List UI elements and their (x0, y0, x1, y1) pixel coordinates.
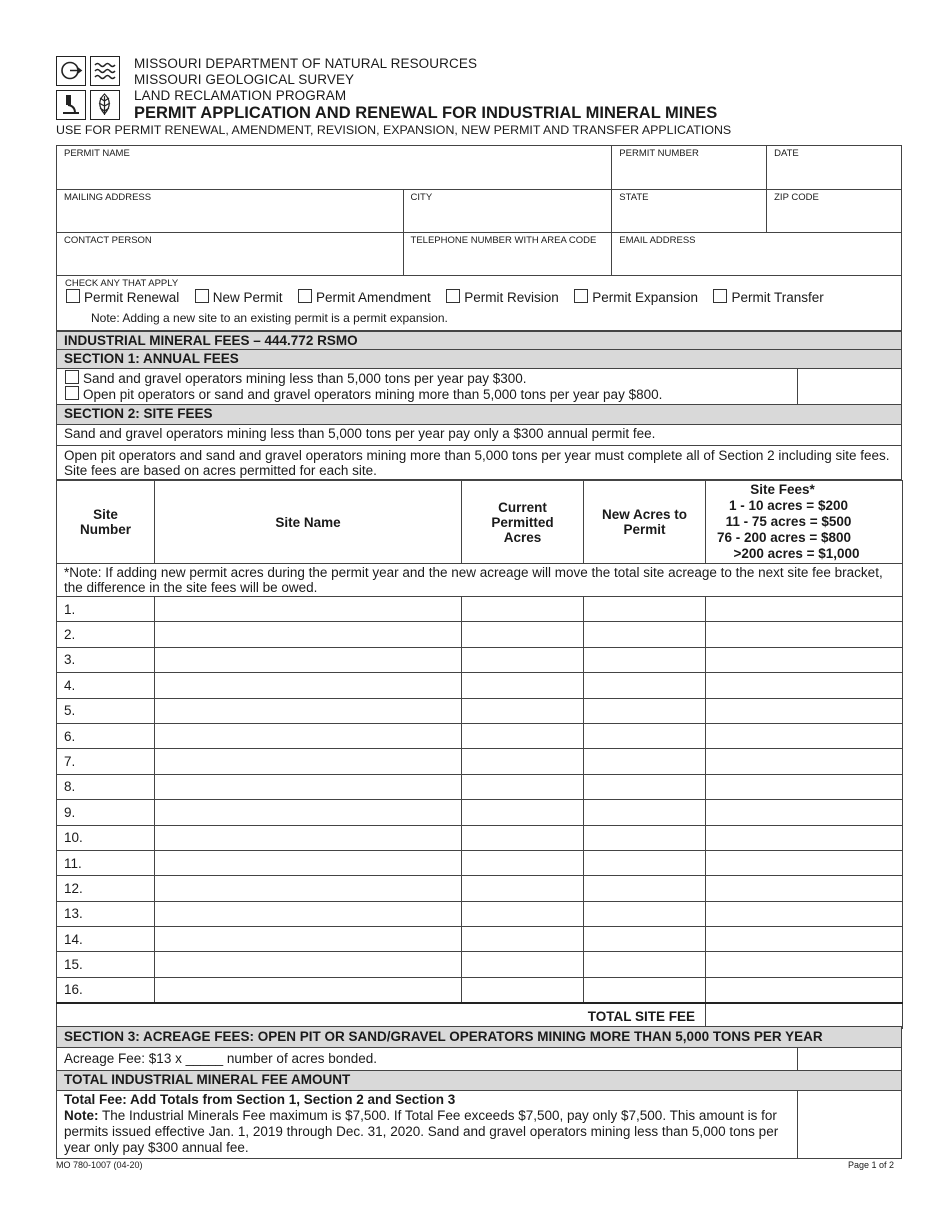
site-fee-cell[interactable] (706, 825, 903, 850)
site-fee-cell[interactable] (706, 850, 903, 875)
site-name-cell[interactable] (155, 774, 462, 799)
option-permit-expansion[interactable] (574, 290, 698, 305)
note-label: Note: (64, 1108, 99, 1123)
section2-text2: Open pit operators and sand and gravel operators mining more than 5,000 tons per year must complete all of Section 2 including site fees. Site fees are based on acres permitted for each site. (56, 446, 902, 480)
site-number-cell: 11. (57, 850, 155, 875)
option-label: New Permit (212, 290, 283, 305)
site-number-cell: 12. (57, 876, 155, 901)
mailing-address-field[interactable] (57, 190, 404, 233)
new-acres-cell[interactable] (584, 774, 706, 799)
applicant-info-table (56, 145, 902, 276)
section3-title: SECTION 3: ACREAGE FEES: OPEN PIT OR SAND/GRAVEL OPERATORS MINING MORE THAN 5,000 TONS PER YEAR (56, 1026, 902, 1048)
option-label: Permit Expansion (592, 290, 699, 305)
checkbox[interactable] (298, 289, 312, 303)
table-row (57, 977, 903, 1002)
option-label: Permit Renewal (84, 290, 180, 305)
new-acres-cell[interactable] (584, 876, 706, 901)
table-row (57, 952, 903, 977)
new-acres-cell[interactable] (584, 647, 706, 672)
site-name-cell[interactable] (155, 901, 462, 926)
checkbox[interactable] (66, 289, 80, 303)
option-permit-transfer[interactable] (713, 290, 823, 305)
site-fees-title: Site Fees* (750, 482, 815, 497)
expansion-note: Note: Adding a new site to an existing permit is a permit expansion. (91, 311, 448, 325)
contact-person-label: CONTACT PERSON (64, 235, 152, 246)
form-subtitle: USE FOR PERMIT RENEWAL, AMENDMENT, REVISION, EXPANSION, NEW PERMIT AND TRANSFER APPLICATIONS (56, 123, 732, 137)
checkbox[interactable] (195, 289, 209, 303)
site-number-cell: 10. (57, 825, 155, 850)
current-acres-cell[interactable] (462, 597, 584, 622)
col-current-acres: Current Permitted Acres (462, 481, 584, 564)
option-permit-renewal[interactable] (66, 290, 179, 305)
form-number: MO 780-1007 (04-20) (56, 1160, 143, 1170)
site-name-cell[interactable] (155, 622, 462, 647)
site-name-cell[interactable] (155, 723, 462, 748)
zip-field[interactable] (767, 190, 902, 233)
site-name-cell[interactable] (155, 850, 462, 875)
option-text: Sand and gravel operators mining less than 5,000 tons per year pay $300. (83, 371, 527, 386)
site-number-cell: 8. (57, 774, 155, 799)
annual-fee-amount-field[interactable] (798, 369, 902, 405)
arrow-circle-icon (56, 56, 86, 86)
city-label: CITY (410, 192, 433, 203)
state-label: STATE (619, 192, 649, 203)
site-fee-cell[interactable] (706, 927, 903, 952)
option-label: Permit Revision (464, 290, 559, 305)
total-fee-line: Total Fee: Add Totals from Section 1, Section 2 and Section 3 (64, 1092, 456, 1107)
current-acres-cell[interactable] (462, 723, 584, 748)
telephone-field[interactable] (403, 233, 612, 276)
email-label: EMAIL ADDRESS (619, 235, 696, 246)
site-name-cell[interactable] (155, 927, 462, 952)
site-number-cell: 7. (57, 749, 155, 774)
current-acres-cell[interactable] (462, 825, 584, 850)
site-fee-cell[interactable] (706, 800, 903, 825)
date-field[interactable] (767, 146, 902, 190)
site-name-cell[interactable] (155, 876, 462, 901)
site-name-cell[interactable] (155, 800, 462, 825)
checkbox[interactable] (65, 386, 79, 400)
new-acres-cell[interactable] (584, 850, 706, 875)
site-number-cell: 13. (57, 901, 155, 926)
contact-person-field[interactable] (57, 233, 404, 276)
site-number-cell: 2. (57, 622, 155, 647)
acreage-fee-amount-field[interactable] (798, 1048, 902, 1071)
application-type-section (56, 275, 902, 331)
section1-title: SECTION 1: ANNUAL FEES (56, 350, 902, 369)
table-row (57, 698, 903, 723)
fee-bracket-2: 11 - 75 acres = $500 (725, 514, 852, 529)
current-acres-cell[interactable] (462, 647, 584, 672)
site-fee-cell[interactable] (706, 622, 903, 647)
option-label: Permit Amendment (315, 290, 431, 305)
site-fee-cell[interactable] (706, 901, 903, 926)
site-fees-table (56, 480, 903, 1029)
option-permit-revision[interactable] (446, 290, 559, 305)
current-acres-cell[interactable] (462, 800, 584, 825)
checkbox[interactable] (713, 289, 727, 303)
col-new-acres: New Acres to Permit (584, 481, 706, 564)
acreage-fee-row (56, 1048, 902, 1071)
current-acres-cell[interactable] (462, 850, 584, 875)
col-site-fees (706, 481, 903, 564)
site-fee-cell[interactable] (706, 698, 903, 723)
total-fee-instructions (64, 1092, 789, 1156)
site-name-cell[interactable] (155, 952, 462, 977)
permit-name-field[interactable] (57, 146, 612, 190)
current-acres-cell[interactable] (462, 622, 584, 647)
section2-title: SECTION 2: SITE FEES (56, 405, 902, 425)
telephone-label: TELEPHONE NUMBER WITH AREA CODE (410, 235, 597, 246)
site-name-cell[interactable] (155, 673, 462, 698)
table-row (57, 749, 903, 774)
table-row (57, 622, 903, 647)
site-number-cell: 16. (57, 977, 155, 1002)
site-name-cell[interactable] (155, 825, 462, 850)
total-site-fee-field[interactable] (706, 1003, 903, 1029)
table-row (57, 597, 903, 622)
survey-name: MISSOURI GEOLOGICAL SURVEY (134, 72, 355, 87)
new-acres-cell[interactable] (584, 673, 706, 698)
site-fee-cell[interactable] (706, 876, 903, 901)
new-acres-cell[interactable] (584, 723, 706, 748)
table-row (57, 774, 903, 799)
site-number-cell: 4. (57, 673, 155, 698)
zip-label: ZIP CODE (774, 192, 819, 203)
new-acres-cell[interactable] (584, 901, 706, 926)
acreage-fee-suffix: number of acres bonded. (226, 1051, 378, 1066)
option-new-permit[interactable] (195, 290, 283, 305)
site-number-cell: 3. (57, 647, 155, 672)
checkbox[interactable] (574, 289, 588, 303)
new-acres-cell[interactable] (584, 825, 706, 850)
table-row (57, 647, 903, 672)
site-number-cell: 14. (57, 927, 155, 952)
site-fee-note: *Note: If adding new permit acres during the permit year and the new acreage will move the total site acreage to the next site fee bracket, the difference in the site fees will be owed. (57, 564, 903, 597)
option-text: Open pit operators or sand and gravel operators mining more than 5,000 tons per year pay $800. (83, 387, 663, 402)
permit-number-field[interactable] (612, 146, 767, 190)
annual-fee-option-2[interactable] (65, 386, 662, 402)
current-acres-cell[interactable] (462, 749, 584, 774)
site-number-cell: 1. (57, 597, 155, 622)
site-fee-cell[interactable] (706, 723, 903, 748)
department-name: MISSOURI DEPARTMENT OF NATURAL RESOURCES (134, 56, 478, 71)
table-row (57, 876, 903, 901)
check-any-label: CHECK ANY THAT APPLY (65, 278, 179, 289)
section1-options (56, 369, 902, 405)
option-permit-amendment[interactable] (298, 290, 431, 305)
new-acres-cell[interactable] (584, 952, 706, 977)
col-site-name: Site Name (155, 481, 462, 564)
col-site-number: Site Number (57, 481, 155, 564)
current-acres-cell[interactable] (462, 774, 584, 799)
checkbox[interactable] (65, 370, 79, 384)
current-acres-cell[interactable] (462, 698, 584, 723)
new-acres-cell[interactable] (584, 800, 706, 825)
program-name: LAND RECLAMATION PROGRAM (134, 88, 347, 103)
page-number: Page 1 of 2 (847, 1160, 894, 1170)
acreage-fee-text (64, 1048, 377, 1069)
date-label: DATE (774, 148, 799, 159)
leaf-icon (90, 90, 120, 120)
fees-header: INDUSTRIAL MINERAL FEES – 444.772 RSMO (56, 331, 902, 350)
new-acres-cell[interactable] (584, 749, 706, 774)
site-number-cell: 6. (57, 723, 155, 748)
current-acres-cell[interactable] (462, 927, 584, 952)
state-field[interactable] (612, 190, 767, 233)
water-waves-icon (90, 56, 120, 86)
fee-bracket-4: >200 acres = $1,000 (733, 546, 860, 561)
city-field[interactable] (403, 190, 612, 233)
site-name-cell[interactable] (155, 647, 462, 672)
current-acres-cell[interactable] (462, 901, 584, 926)
site-fee-cell[interactable] (706, 647, 903, 672)
current-acres-cell[interactable] (462, 952, 584, 977)
table-row (57, 850, 903, 875)
site-number-cell: 15. (57, 952, 155, 977)
fee-bracket-1: 1 - 10 acres = $200 (729, 498, 848, 513)
total-fee-amount-field[interactable] (798, 1091, 902, 1159)
section2-text1: Sand and gravel operators mining less than 5,000 tons per year pay only a $300 annual permit fee. (56, 425, 902, 446)
new-acres-cell[interactable] (584, 597, 706, 622)
site-fee-cell[interactable] (706, 597, 903, 622)
note-text: The Industrial Minerals Fee maximum is $7,500. If Total Fee exceeds $7,500, pay only $7,500. This amount is for permits issued effective Jan. 1, 2019 through Dec. 31, 2020. Sand and gravel operators mining less than 5,000 tons per year only pay $300 annual fee. (64, 1108, 779, 1155)
total-site-fee-label: TOTAL SITE FEE (57, 1003, 706, 1029)
option-label: Permit Transfer (731, 290, 824, 305)
application-type-options (66, 289, 835, 307)
acreage-count-field[interactable]: _____ (185, 1051, 224, 1066)
table-row (57, 901, 903, 926)
table-row (57, 723, 903, 748)
fee-bracket-3: 76 - 200 acres = $800 (717, 530, 851, 545)
current-acres-cell[interactable] (462, 977, 584, 1002)
site-fee-cell[interactable] (706, 774, 903, 799)
acreage-fee-prefix: Acreage Fee: $13 x (64, 1051, 182, 1066)
site-name-cell[interactable] (155, 977, 462, 1002)
form-title: PERMIT APPLICATION AND RENEWAL FOR INDUSTRIAL MINERAL MINES (134, 104, 718, 122)
site-fee-cell[interactable] (706, 673, 903, 698)
table-row (57, 927, 903, 952)
permit-number-label: PERMIT NUMBER (619, 148, 699, 159)
total-fee-title: TOTAL INDUSTRIAL MINERAL FEE AMOUNT (56, 1071, 902, 1091)
checkbox[interactable] (446, 289, 460, 303)
table-row (57, 673, 903, 698)
site-fee-cell[interactable] (706, 749, 903, 774)
site-number-cell: 9. (57, 800, 155, 825)
site-name-cell[interactable] (155, 698, 462, 723)
total-fee-row (56, 1091, 902, 1159)
site-name-cell[interactable] (155, 597, 462, 622)
table-row (57, 825, 903, 850)
current-acres-cell[interactable] (462, 673, 584, 698)
email-field[interactable] (612, 233, 902, 276)
table-row (57, 800, 903, 825)
permit-name-label: PERMIT NAME (64, 148, 130, 159)
new-acres-cell[interactable] (584, 698, 706, 723)
site-number-cell: 5. (57, 698, 155, 723)
site-name-cell[interactable] (155, 749, 462, 774)
current-acres-cell[interactable] (462, 876, 584, 901)
mailing-address-label: MAILING ADDRESS (64, 192, 152, 203)
site-fee-cell[interactable] (706, 952, 903, 977)
new-acres-cell[interactable] (584, 622, 706, 647)
site-rows (57, 597, 903, 1003)
new-acres-cell[interactable] (584, 927, 706, 952)
site-fee-cell[interactable] (706, 977, 903, 1002)
new-acres-cell[interactable] (584, 977, 706, 1002)
annual-fee-option-1[interactable] (65, 370, 527, 386)
microscope-icon (56, 90, 86, 120)
